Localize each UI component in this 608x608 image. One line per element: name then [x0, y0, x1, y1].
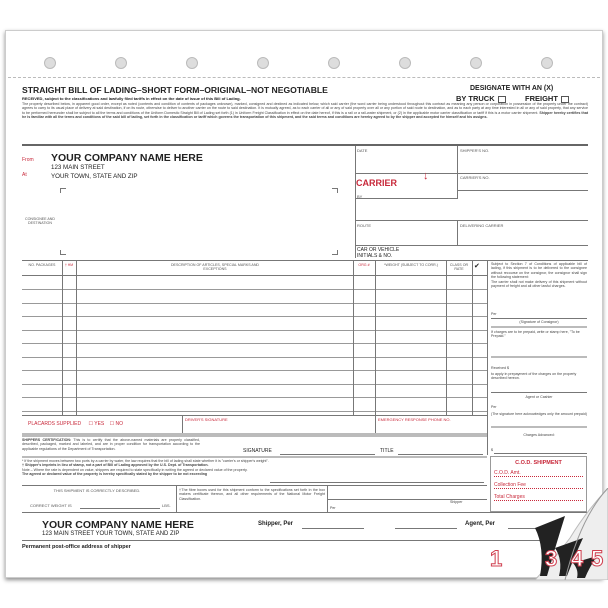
carriers-no-field[interactable]: CARRIER'S NO.: [460, 175, 490, 180]
corner-mark: [60, 188, 66, 193]
divider: [355, 146, 356, 258]
punch-hole: [399, 57, 411, 69]
shippers-certification: [22, 438, 200, 451]
section7-body: Subject to Section 7 of Conditions of applicable bill of lading, if this shipment is to be delivered to the consignee without recourse on the consignor, the consignor shall sign the following statement:: [491, 262, 587, 280]
table-row[interactable]: [22, 289, 487, 290]
table-row[interactable]: [22, 384, 487, 385]
from-label: From: [22, 157, 34, 163]
car-vehicle-label: CAR OR VEHICLE: [357, 247, 400, 253]
by-truck-label: BY TRUCK: [456, 94, 495, 103]
cert-text: This is to certify that the above-named materials are properly classified, described, packaged, marked and labeled, and are in proper condition for transportation according to the applicable regulations of the Department of Transportation.: [22, 438, 200, 451]
carrier-note: The carrier shall not make delivery of this shipment without payment of freight and all other lawful charges.: [491, 279, 587, 289]
punch-hole: [44, 57, 56, 69]
column-line: [76, 260, 77, 415]
part-number: 5: [591, 546, 604, 571]
delivering-carrier-field[interactable]: DELIVERING CARRIER: [460, 223, 504, 228]
corner-mark: [332, 188, 338, 193]
perforation: [8, 77, 600, 78]
divider: [457, 220, 458, 245]
terms-text: [22, 102, 588, 120]
col-class: CLASS OR RATE: [449, 263, 469, 271]
part-number: 1: [490, 546, 503, 571]
agent-signature-line[interactable]: [491, 392, 587, 393]
prepaid-text: If charges are to be prepaid, write or stamp here, "To be Prepaid.": [491, 330, 580, 339]
divider: [22, 540, 542, 541]
correct-weight-label: CORRECT WEIGHT IS: [30, 503, 72, 508]
footer-company: YOUR COMPANY NAME HERE: [42, 519, 194, 531]
by-field[interactable]: BY: [357, 194, 363, 199]
corner-mark: [60, 250, 66, 255]
placards-row: [28, 421, 123, 427]
col-org: ORG #: [358, 263, 370, 267]
freight-label: FREIGHT: [525, 94, 558, 103]
punch-hole: [257, 57, 269, 69]
punch-hole: [541, 57, 553, 69]
shipper-label: Shipper: [450, 500, 463, 504]
table-row[interactable]: [22, 343, 487, 344]
divider: [355, 198, 458, 199]
ack-text: (The signature here acknowledges only the amount prepaid): [491, 412, 587, 416]
cert-head: SHIPPERS CERTIFICATION:: [22, 438, 72, 442]
shipper-city: YOUR TOWN, STATE AND ZIP: [51, 173, 138, 180]
date-field[interactable]: DATE: [357, 148, 368, 153]
punch-hole: [328, 57, 340, 69]
declared-value-field[interactable]: [270, 482, 484, 483]
agent-cashier[interactable]: Agent or Cashier: [525, 395, 553, 399]
footer-address: 123 MAIN STREET YOUR TOWN, STATE AND ZIP: [42, 531, 180, 537]
shipper-signature-line[interactable]: [327, 499, 487, 500]
charges-advanced-field[interactable]: [494, 453, 587, 454]
initials-label: INITIALS & NO.: [357, 253, 393, 259]
divider: [457, 190, 588, 191]
agreed-value: The agreed or declared value of the property is hereby specifically stated by the shipper to be not exceeding: [22, 472, 208, 477]
prepaid-stamp-field[interactable]: [491, 356, 587, 358]
table-row[interactable]: [22, 330, 487, 331]
signature-field[interactable]: [280, 454, 375, 455]
arrow-down-icon: ↓: [423, 170, 429, 182]
form-title: STRAIGHT BILL OF LADING–SHORT FORM–ORIGINAL–NOT NEGOTIABLE: [22, 85, 328, 95]
terms-bold: Shipper hereby certifies that he is familiar with all the terms and conditions of the said bill of lading, set forth in the classification or tariff which governs the transportation of this shipment, and the said terms and conditions are hereby agreed to by the shipper and accepted for himself and his assigns.: [22, 110, 589, 120]
value-note: Note – Where the rate is dependent on value, shippers are required to state specifically in writing the agreed or declared value of the property.: [22, 467, 248, 472]
notes: [22, 459, 342, 477]
punch-hole: [186, 57, 198, 69]
water-note: * If the shipment moves between two ports by a carrier by water, the law requires that the bill of lading shall state whether it is "carrier's or shipper's weight".: [22, 459, 269, 463]
placards-yes[interactable]: ☐ YES: [88, 421, 105, 427]
consignee-label: CONSIGNEE AND DESTINATION: [25, 217, 55, 225]
correctly-described: THIS SHIPMENT IS CORRECTLY DESCRIBED.: [53, 488, 141, 493]
collection-fee-field[interactable]: Collection Fee: [494, 482, 583, 489]
divider: [491, 326, 587, 328]
placards-label: PLACARDS SUPPLIED: [28, 421, 82, 427]
shipper-per-label: Shipper, Per: [258, 521, 294, 527]
col-weight: *WEIGHT (SUBJECT TO CORR.): [384, 263, 438, 267]
by-truck-checkbox[interactable]: [498, 96, 506, 103]
shippers-no-field[interactable]: SHIPPER'S NO.: [460, 148, 490, 153]
column-line: [62, 260, 63, 415]
title-label: TITLE: [380, 448, 394, 454]
placards-no[interactable]: ☐ NO: [109, 421, 124, 427]
freight-checkbox[interactable]: [561, 96, 569, 103]
driver-signature-field[interactable]: DRIVER'S SIGNATURE: [185, 417, 228, 422]
at-label: At: [22, 172, 27, 178]
divider: [355, 173, 588, 174]
column-line: [472, 260, 473, 415]
divider: [491, 426, 587, 428]
divider: [355, 220, 588, 221]
agent-field[interactable]: [395, 528, 457, 529]
divider: [22, 433, 487, 437]
divider: [375, 415, 376, 433]
shipper-per-field[interactable]: [302, 528, 364, 529]
column-line: [487, 260, 488, 455]
part-number: 3: [545, 546, 558, 571]
divider: [176, 485, 177, 512]
per-label-2: Per: [491, 405, 497, 409]
cod-amount-field[interactable]: C.O.D. Amt.: [494, 470, 583, 477]
consignee-field[interactable]: [60, 188, 338, 255]
carrier-label: CARRIER: [356, 178, 398, 188]
col-check: ✔: [474, 263, 480, 270]
received-amount[interactable]: Received $: [491, 366, 509, 370]
column-line: [446, 260, 447, 415]
table-row[interactable]: [22, 411, 487, 412]
by-truck-option[interactable]: [456, 94, 506, 103]
divider: [22, 415, 487, 416]
divider: [22, 275, 487, 276]
table-row[interactable]: [22, 357, 487, 358]
shipper-company: YOUR COMPANY NAME HERE: [51, 152, 203, 164]
lbs-label: LBS.: [162, 503, 171, 508]
per-label-3: Per: [330, 506, 336, 510]
punch-hole: [115, 57, 127, 69]
col-description: DESCRIPTION OF ARTICLES, SPECIAL MARKS AND EXCEPTIONS: [170, 263, 260, 271]
col-hm: † HM: [64, 263, 74, 267]
emergency-phone-field[interactable]: EMERGENCY RESPONSE PHONE NO.: [378, 417, 451, 422]
table-row[interactable]: [22, 316, 487, 317]
divider: [22, 144, 588, 146]
yes-label: YES: [94, 421, 105, 427]
corner-mark: [332, 250, 338, 255]
freight-option[interactable]: [525, 94, 569, 103]
col-no-packages: NO. PACKAGES: [28, 263, 56, 267]
received-text: RECEIVED, subject to the classifications and lawfully filed tariffs in effect on the date of issue of this Bill of Lading.: [22, 96, 241, 101]
permanent-address-label: Permanent post-office address of shipper: [22, 544, 131, 550]
designate-label: DESIGNATE WITH AN (X): [470, 85, 554, 92]
total-charges-field[interactable]: Total Charges: [494, 494, 583, 501]
consignor-signature-line[interactable]: [491, 318, 587, 319]
apply-text: to apply in prepayment of the charges on the property described hereon.: [491, 372, 577, 381]
no-label: NO: [115, 421, 124, 427]
charges-advanced[interactable]: Charges Advanced:: [523, 433, 555, 437]
section7-text: [491, 262, 587, 288]
divider: [22, 512, 588, 513]
punch-hole: [470, 57, 482, 69]
cod-title: C.O.D. SHIPMENT: [515, 460, 562, 466]
title-field[interactable]: [398, 454, 483, 455]
divider: [22, 456, 487, 458]
correct-weight-field[interactable]: [80, 508, 160, 509]
signature-label: SIGNATURE: [243, 448, 272, 454]
agent-per-label: Agent, Per: [465, 521, 496, 527]
table-row[interactable]: [22, 303, 487, 304]
terms-body: The property described below, in apparent good order, except as noted (contents and condition of contents of packages unknown), marked, consigned and destined as indicated below, which said carrier (the word carrier being understood throughout this contract as meaning any person or corporation in possession of the property under the contract) agrees to carry to its usual place of delivery at said destination, if on its route, otherwise to deliver to another carrier on the route to said destination. It is mutually agreed, as to each carrier of all or any of said property over all or any portion of said route to destination, and as to each party at any time interested in all or any of said property, that any service to be performed hereunder shall be subject to all the terms and conditions of the Uniform Domestic Straight Bill of Lading set forth (1) in Uniform Freight Classification in effect on the date hereof, if this is a rail or a rail-water shipment, or (2) in the applicable motor carrier classification or tariff if this is a motor carrier shipment.: [22, 102, 588, 115]
divider: [22, 260, 588, 261]
route-field[interactable]: ROUTE: [357, 223, 371, 228]
column-line: [353, 260, 354, 415]
per-label: Per: [491, 312, 497, 316]
table-row[interactable]: [22, 397, 487, 398]
divider: [182, 415, 183, 433]
consignor-signature[interactable]: (Signature of Consignor): [519, 320, 559, 324]
shipper-street: 123 MAIN STREET: [51, 164, 105, 171]
divider: [355, 245, 588, 246]
part-number: 4: [571, 546, 584, 571]
fibre-box-note: †The fibre boxes used for this shipment conform to the specifications set forth in the box makers certificate thereon, and all other requirements of the National Motor Freight Classification.: [179, 488, 325, 501]
dollar-sign: $: [491, 448, 493, 452]
imprint-note: † Shipper's imprints in lieu of stamp, not a part of Bill of Lading approved by the U.S. Dept. of Transportation.: [22, 463, 209, 468]
column-line: [375, 260, 376, 415]
table-row[interactable]: [22, 370, 487, 371]
divider: [22, 485, 487, 486]
